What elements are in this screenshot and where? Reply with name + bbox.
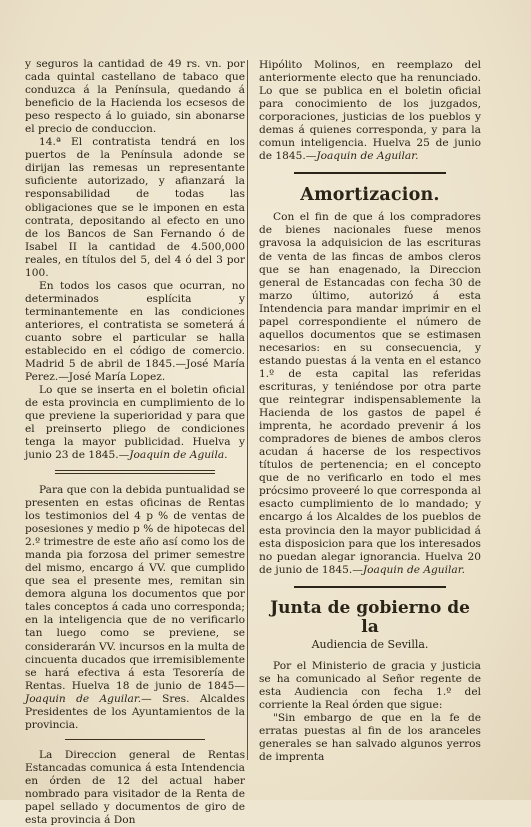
amortizacion-text: Con el fin de que á los compradores de bienes nacionales fuese menos gravosa la adquisicion de las escrituras de venta de las fincas de ambos cleros que se han enagenado, la Direccion general de Estancadas con fecha 30 de marzo último, autorizó á esta Intendencia para mandar imprimir en el papel correspondiente el número de aquellos documentos que se estimasen necesarios: en su consecuencia, y estando puestas á la venta en el estanco 1.º de esta capital las referidas escrituras, y teniéndose por otra parte que reintegrar indispensablemente la Hacienda de los gastos de papel é imprenta, he acordado prevenir á los compradores de bienes de ambos cleros acudan á hacerse de los respectivos títulos de pertenencia; en el concepto que de no verificarlo en todo el mes prócsimo proveeré lo que corresponda al esacto cumplimiento de lo mandado; y encargo á los Alcaldes de los pueblos de esta provincia den la mayor publicidad á esta disposicion para que los interesados no puedan alegar ignorancia. Huelva 20 de junio de 1845. <box>259 211 481 576</box>
paragraph-publication-notice <box>25 384 245 462</box>
section-subheading-audiencia: Audiencia de Sevilla. <box>311 637 429 651</box>
paragraph-visitador: La Direccion general de Rentas Estancadas comunica á esta Intendencia en órden de 12 del actual haber nombrado para visitador de la Renta de papel sellado y documentos de giro de esta provincia á Don <box>25 748 245 827</box>
right-column <box>259 59 481 764</box>
paragraph-tobacco-transport: y seguros la cantidad de 49 rs. vn. por cada quintal castellano de tabaco que conduzca á la Península, quedando á beneficio de la Hacienda los ecsesos de peso respecto á lo guiado, sin abonarse el precio de conduccion. <box>25 58 245 136</box>
signature-aguila: —Joaquin de Aguila. <box>118 449 228 462</box>
paragraph-general-cases: En todos los casos que ocurran, no determinados esplícita y terminantemente en las condiciones anteriores, el contratista se someterá á cuanto sobre el particular se halla establecido en el código de comercio. Madrid 5 de abril de 1845.—José María Perez.—José María Lopez. <box>25 279 245 384</box>
signature-aguilar: —Joaquin de Aguilar. <box>352 563 465 576</box>
section-divider <box>65 739 205 740</box>
section-divider <box>294 586 446 588</box>
signature-aguilar: — Joaquin de Aguilar. <box>25 679 245 705</box>
section-heading-amortizacion: Amortizacion. <box>300 185 440 206</box>
section-heading-junta: Junta de gobierno de la <box>270 597 470 637</box>
left-column <box>25 58 245 827</box>
signature-aguilar: —Joaquin de Aguilar. <box>305 150 419 163</box>
paragraph-rentas-testimonios <box>25 484 245 732</box>
paragraph-fe-de-erratas: "Sin embargo de que en la fe de erratas puestas al fin de los aranceles generales se han salvado algunos yerros de imprenta <box>259 711 481 764</box>
paragraph-molinos <box>259 59 481 163</box>
rentas-tail: — Sres. Alcaldes Presidentes de los Ayuntamientos de la provincia. <box>25 692 246 731</box>
column-divider <box>247 60 248 760</box>
publication-notice-text: Lo que se inserta en el boletin oficial de esta provincia en cumplimiento de lo que previene la superioridad y para que el preinserto pliego de condiciones tenga la mayor publicidad. Huelva y junio 23 de 1845. <box>25 384 245 462</box>
section-divider <box>55 470 215 474</box>
paragraph-ministerio: Por el Ministerio de gracia y justicia se ha comunicado al Señor regente de esta Audiencia con fecha 1.º del corriente la Real órden que sigue: <box>259 659 481 711</box>
rentas-text: Para que con la debida puntualidad se presenten en estas oficinas de Rentas los testimonios del 4 p % de ventas de posesiones y medio p % de hipotecas del 2.º trimestre de este año así como los de manda pia forzosa del primer semestre del mismo, encargo á VV. que cumplido que sea el presente mes, remitan sin demora alguna los documentos que por tales conceptos á cada uno corresponda; en la inteligencia que de no verificarlo tan luego como se previene, se considerarán VV. incursos en la multa de cincuenta ducados que irremisiblemente se hará efectiva á esta Tesorería de Rentas. Huelva 18 de junio de 1845 <box>25 483 245 692</box>
paragraph-condition-14: 14.ª El contratista tendrá en los puertos de la Península adonde se dirijan las remesas un representante suficiente autorizado, y afianzará la responsabilidad de todas las obligaciones que se le imponen en esta contrata, depositando al efecto en uno de los Bancos de San Fernando ó de Isabel II la cantidad de 4.500,000 reales, en títulos del 5, del 4 ó del 3 por 100. <box>25 136 245 279</box>
paragraph-amortizacion <box>259 211 481 576</box>
molinos-text: Hipólito Molinos, en reemplazo del anteriormente electo que ha renunciado. Lo que se publica en el boletin oficial para conocimiento de los juzgados, corporaciones, justicias de los pueblos y demas á quienes corresponda, y para la comun inteligencia. Huelva 25 de junio de 1845. <box>259 59 481 163</box>
section-divider <box>294 172 446 174</box>
